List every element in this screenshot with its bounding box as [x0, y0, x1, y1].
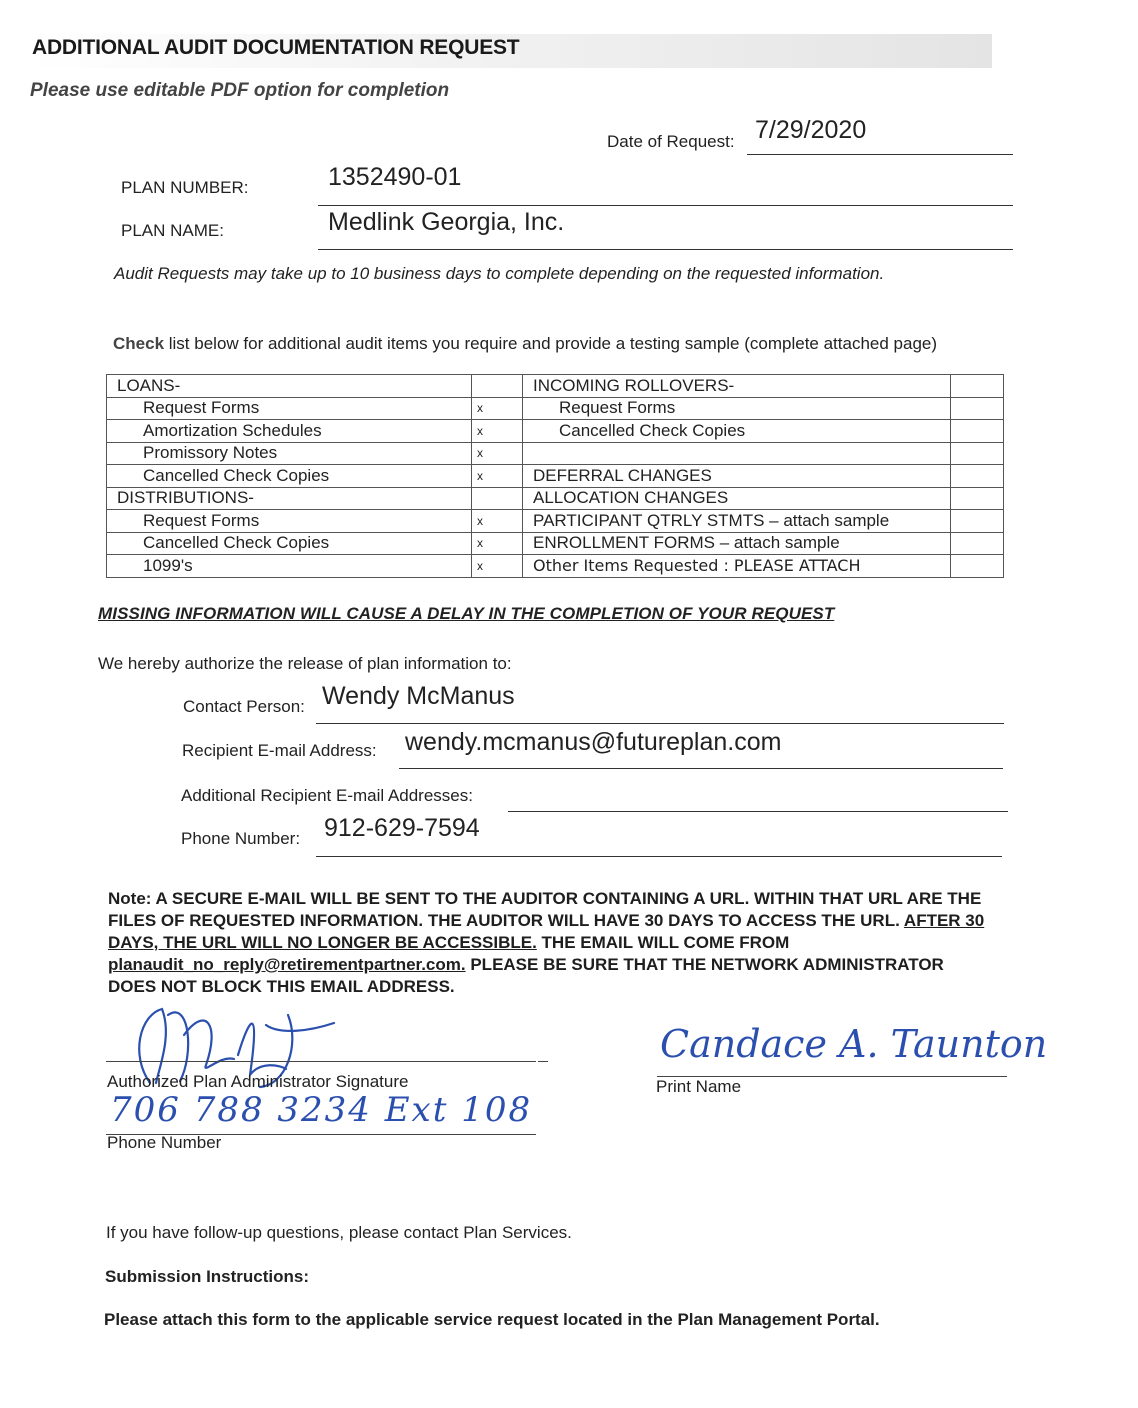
- plan-name-label: PLAN NAME:: [121, 221, 224, 240]
- checklist-item-label: Request Forms: [107, 510, 472, 533]
- checklist-item-checkbox[interactable]: x: [472, 397, 523, 420]
- recipient-email-value: wendy.mcmanus@futureplan.com: [405, 728, 782, 756]
- checklist-item-checkbox[interactable]: x: [472, 510, 523, 533]
- authorization-intro: We hereby authorize the release of plan information to:: [98, 654, 512, 673]
- checklist-row: [107, 510, 1004, 533]
- note-part-3: PLEASE BE SURE THAT THE NETWORK ADMINISTRATOR DOES NOT BLOCK THIS EMAIL ADDRESS.: [108, 955, 944, 996]
- checklist-item-checkbox[interactable]: x: [472, 442, 523, 465]
- signer-phone-label: Phone Number: [107, 1133, 222, 1152]
- additional-email-label: Additional Recipient E-mail Addresses:: [181, 786, 473, 805]
- checklist-item-checkbox[interactable]: [951, 532, 1004, 555]
- checklist-item-checkbox[interactable]: [951, 510, 1004, 533]
- followup-text: If you have follow-up questions, please contact Plan Services.: [106, 1223, 572, 1242]
- checklist-row: [107, 465, 1004, 488]
- checklist-item-checkbox: [472, 487, 523, 510]
- checklist-item-label: Request Forms: [523, 397, 951, 420]
- checklist-item-checkbox[interactable]: [951, 420, 1004, 443]
- note-part-1: A SECURE E-MAIL WILL BE SENT TO THE AUDITOR CONTAINING A URL. WITHIN THAT URL ARE THE FILES OF REQUESTED INFORMATION. THE AUDITOR WILL HAVE 30 DAYS TO ACCESS THE URL.: [108, 889, 982, 930]
- checklist-section-header: ALLOCATION CHANGES: [523, 487, 951, 510]
- checklist-section-header: INCOMING ROLLOVERS-: [523, 375, 951, 398]
- checklist-intro-bold: Check: [113, 334, 165, 353]
- checklist-row: [107, 442, 1004, 465]
- signature-line-tail: [538, 1055, 548, 1062]
- checklist-row: [107, 420, 1004, 443]
- checklist-item-checkbox[interactable]: x: [472, 532, 523, 555]
- note-sender-email: planaudit_no_reply@retirementpartner.com.: [108, 955, 466, 974]
- checklist-item-checkbox[interactable]: [951, 442, 1004, 465]
- contact-person-label: Contact Person:: [183, 697, 305, 716]
- signature-line[interactable]: [106, 1055, 536, 1062]
- plan-name-field[interactable]: [318, 205, 1013, 250]
- missing-info-warning: MISSING INFORMATION WILL CAUSE A DELAY IN THE COMPLETION OF YOUR REQUEST: [98, 604, 835, 623]
- note-underlined: AFTER 30 DAYS, THE URL WILL NO LONGER BE ACCESSIBLE.: [108, 911, 985, 952]
- checklist-item-checkbox[interactable]: x: [472, 555, 523, 578]
- audit-items-table: [106, 374, 1004, 578]
- checklist-item-label: Amortization Schedules: [107, 420, 472, 443]
- checklist-intro-text: list below for additional audit items you require and provide a testing sample (complete attached page): [164, 334, 938, 353]
- checklist-item-label: Request Forms: [107, 397, 472, 420]
- checklist-item-checkbox[interactable]: [951, 375, 1004, 398]
- checklist-item-label: Cancelled Check Copies: [107, 465, 472, 488]
- phone-number-label: Phone Number:: [181, 829, 301, 848]
- phone-number-field[interactable]: [316, 812, 1002, 857]
- phone-number-value: 912-629-7594: [324, 814, 480, 842]
- plan-number-field[interactable]: [318, 160, 1013, 206]
- checklist-row: [107, 397, 1004, 420]
- plan-number-value: 1352490-01: [328, 163, 462, 191]
- submission-instructions: Please attach this form to the applicable service request located in the Plan Management Portal.: [104, 1310, 880, 1329]
- checklist-item-checkbox[interactable]: [951, 397, 1004, 420]
- print-name-label: Print Name: [656, 1077, 742, 1096]
- submission-heading: Submission Instructions:: [105, 1267, 310, 1286]
- date-label: Date of Request:: [607, 132, 735, 151]
- checklist-item-checkbox[interactable]: [951, 555, 1004, 578]
- signature-label: Authorized Plan Administrator Signature: [107, 1072, 409, 1091]
- date-value: 7/29/2020: [755, 116, 867, 144]
- checklist-item-checkbox[interactable]: x: [472, 420, 523, 443]
- checklist-item-label: Cancelled Check Copies: [523, 420, 951, 443]
- recipient-email-label: Recipient E-mail Address:: [182, 741, 377, 760]
- checklist-item-checkbox[interactable]: x: [472, 465, 523, 488]
- recipient-email-field[interactable]: [399, 726, 1003, 769]
- checklist-row: [107, 555, 1004, 578]
- plan-name-value: Medlink Georgia, Inc.: [328, 208, 565, 236]
- contact-person-value: Wendy McManus: [322, 682, 515, 710]
- checklist-section-header: LOANS-: [107, 375, 472, 398]
- checklist-item-label: Promissory Notes: [107, 442, 472, 465]
- date-field[interactable]: [747, 112, 1013, 155]
- checklist-section-header: PARTICIPANT QTRLY STMTS – attach sample: [523, 510, 951, 533]
- secure-email-note: [108, 888, 988, 998]
- signer-phone-value: 706 788 3234 Ext 108: [110, 1090, 533, 1130]
- print-name-value: Candace A. Taunton: [660, 1022, 1048, 1066]
- checklist-item-checkbox[interactable]: [951, 465, 1004, 488]
- contact-person-field[interactable]: [316, 680, 1004, 724]
- checklist-item-label: [523, 442, 951, 465]
- audit-items-body: [107, 375, 1004, 578]
- checklist-section-header: Other Items Requested : PLEASE ATTACH: [523, 555, 951, 578]
- checklist-row: [107, 375, 1004, 398]
- note-part-2: THE EMAIL WILL COME FROM: [536, 933, 790, 952]
- checklist-item-label: 1099's: [107, 555, 472, 578]
- checklist-item-label: Cancelled Check Copies: [107, 532, 472, 555]
- additional-email-field[interactable]: [508, 778, 1008, 812]
- checklist-row: [107, 532, 1004, 555]
- checklist-item-checkbox[interactable]: [951, 487, 1004, 510]
- checklist-section-header: DISTRIBUTIONS-: [107, 487, 472, 510]
- checklist-section-header: DEFERRAL CHANGES: [523, 465, 951, 488]
- plan-number-label: PLAN NUMBER:: [121, 178, 249, 197]
- form-title: ADDITIONAL AUDIT DOCUMENTATION REQUEST: [32, 36, 520, 59]
- checklist-item-checkbox: [472, 375, 523, 398]
- checklist-section-header: ENROLLMENT FORMS – attach sample: [523, 532, 951, 555]
- note-prefix: Note:: [108, 889, 152, 908]
- checklist-intro: [113, 334, 937, 354]
- checklist-row: [107, 487, 1004, 510]
- audit-timing-note: Audit Requests may take up to 10 business days to complete depending on the requested information.: [114, 264, 885, 283]
- form-subtitle: Please use editable PDF option for completion: [30, 80, 450, 101]
